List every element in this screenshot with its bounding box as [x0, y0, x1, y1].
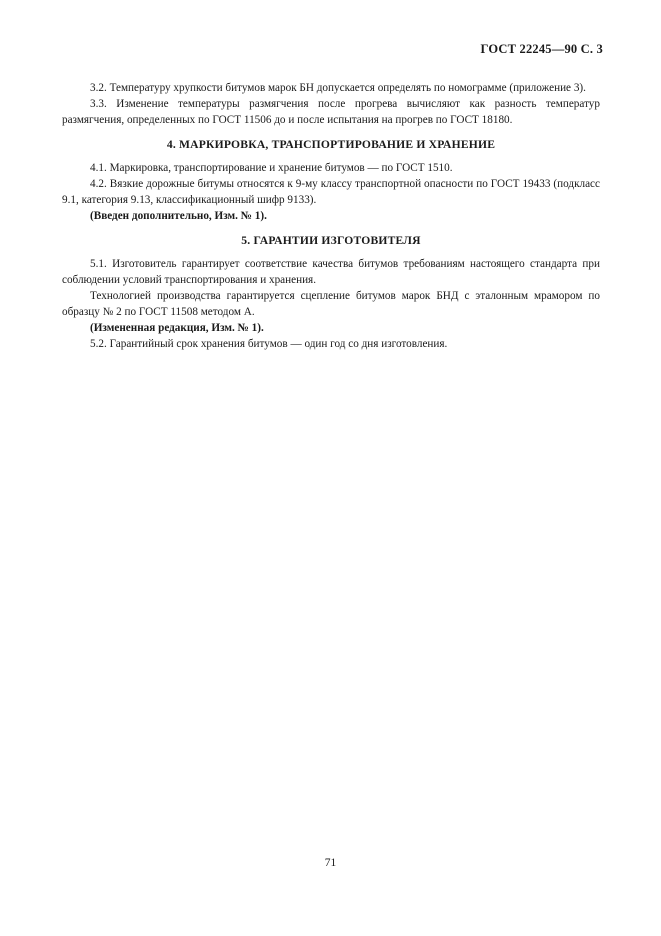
document-body: [62, 80, 600, 352]
page-header: ГОСТ 22245—90 С. 3: [480, 42, 603, 56]
amendment-note-4: (Введен дополнительно, Изм. № 1).: [90, 210, 267, 222]
clause-4-2: 4.2. Вязкие дорожные битумы относятся к 9-му классу транспортной опасности по ГОСТ 19433 (подкласс 9.1, категория 9.13, классификационный шифр 9133).: [62, 178, 600, 206]
clause-3-3: 3.3. Изменение температуры размягчения после прогрева вычисляют как разность температур размягчения, определенных по ГОСТ 11506 до и после испытания на прогрев по ГОСТ 18180.: [62, 98, 600, 126]
section-4-title: 4. МАРКИРОВКА, ТРАНСПОРТИРОВАНИЕ И ХРАНЕНИЕ: [166, 138, 496, 151]
page-number: 71: [324, 857, 337, 869]
clause-5-1-continuation: Технологией производства гарантируется сцепление битумов марок БНД с эталонным мрамором по образцу № 2 по ГОСТ 11508 методом А.: [62, 290, 600, 318]
clause-4-1: 4.1. Маркировка, транспортирование и хранение битумов — по ГОСТ 1510.: [90, 162, 453, 174]
clause-5-2: 5.2. Гарантийный срок хранения битумов — один год со дня изготовления.: [90, 338, 448, 350]
clause-5-1: 5.1. Изготовитель гарантирует соответствие качества битумов требованиям настоящего стандарта при соблюдении условий транспортирования и хранения.: [62, 258, 600, 286]
clause-3-2: 3.2. Температуру хрупкости битумов марок БН допускается определять по номограмме (приложение 3).: [90, 82, 586, 94]
section-5-title: 5. ГАРАНТИИ ИЗГОТОВИТЕЛЯ: [241, 234, 421, 247]
amendment-note-5: (Измененная редакция, Изм. № 1).: [90, 322, 264, 334]
